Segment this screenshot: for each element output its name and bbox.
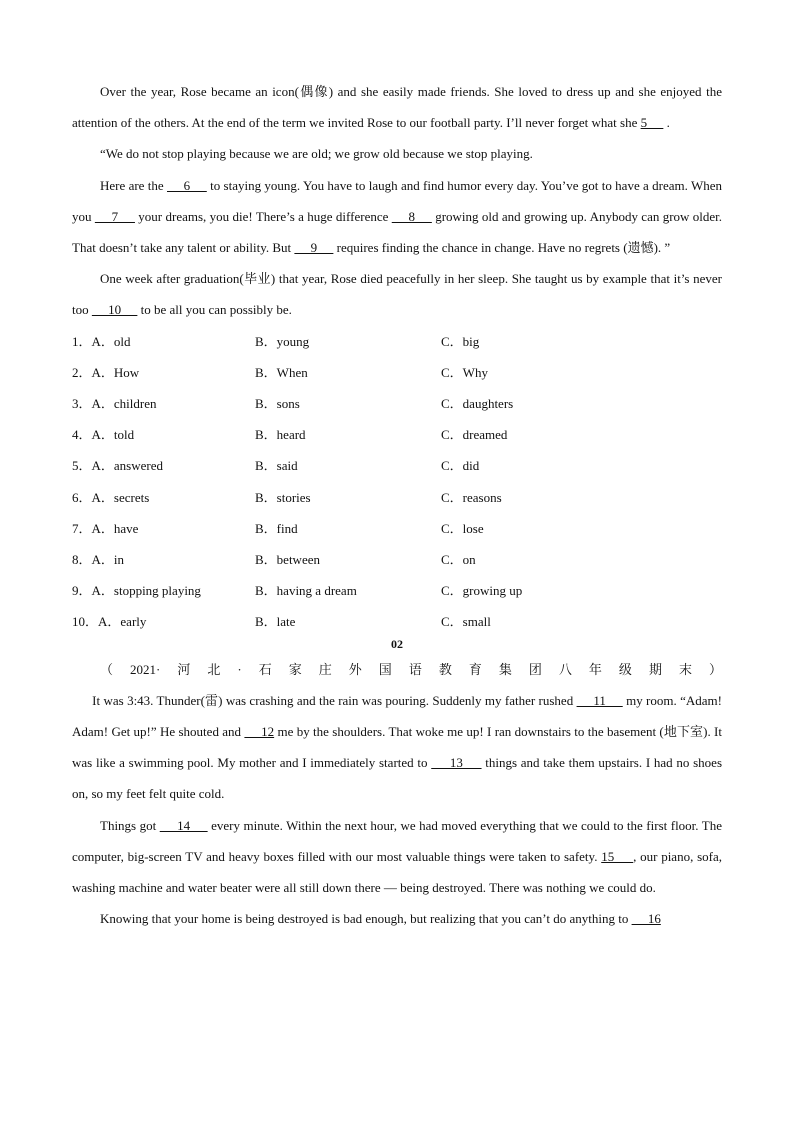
- option-text: A．in: [91, 551, 125, 567]
- option-a: [72, 482, 255, 513]
- blank-16: 16: [631, 911, 661, 927]
- blank-5: 5: [640, 115, 664, 131]
- option-b: B．young: [255, 333, 310, 349]
- option-text: A．How: [91, 364, 140, 380]
- option-c: C．small: [441, 614, 491, 630]
- text: to staying young. You have to laugh and find humor every day. You’ve got to have a dream. When you: [72, 177, 723, 224]
- blank-9: 9: [294, 240, 334, 256]
- option-a: [72, 606, 255, 637]
- option-text: A．early: [98, 614, 147, 630]
- text: growing old and growing up. Anybody can grow older. That doesn’t take any talent or ability. But: [72, 208, 723, 256]
- option-a: [72, 419, 255, 450]
- options-list: [72, 326, 722, 638]
- text: requires finding the chance in change. Have no regrets (遗憾). ”: [333, 240, 671, 256]
- option-row: [72, 357, 722, 388]
- option-a: [72, 357, 255, 388]
- question-number: 5．: [72, 458, 92, 474]
- option-c: C．dreamed: [441, 427, 508, 443]
- passage1-paragraph1: [72, 76, 722, 138]
- option-row: [72, 482, 722, 513]
- question-number: 2．: [72, 364, 92, 380]
- question-number: 3．: [72, 396, 92, 411]
- option-text: A．told: [91, 427, 135, 443]
- option-b: B．late: [255, 614, 296, 630]
- question-number: 1．: [72, 333, 92, 349]
- option-b: B．find: [255, 520, 298, 536]
- option-a: [72, 544, 255, 575]
- option-row: [72, 544, 722, 575]
- option-text: A．children: [91, 396, 157, 411]
- option-a: [72, 513, 255, 544]
- document-page: [72, 76, 722, 934]
- blank-10: 10: [91, 302, 138, 318]
- option-b: B．sons: [255, 396, 300, 411]
- source-note: （2021·河北·石家庄外国语教育集团八年级期末）: [100, 661, 722, 677]
- option-row: [72, 388, 722, 419]
- option-a: [72, 326, 255, 357]
- blank-13: 13: [431, 755, 482, 771]
- text: “We do not stop playing because we are old; we grow old because we stop playing.: [100, 146, 533, 162]
- blank-7: 7: [94, 208, 135, 224]
- text: me by the shoulders. That woke me up! I ran downstairs to the basement (地下室). It was like a swimming pool. My mother and I immediately started to: [72, 723, 722, 771]
- option-text: A．old: [91, 333, 131, 349]
- question-number: 4．: [72, 427, 92, 443]
- option-row: [72, 606, 722, 637]
- question-number: 10．: [72, 614, 99, 630]
- option-c: C．did: [441, 458, 480, 474]
- option-row: [72, 450, 722, 481]
- blank-14: 14: [159, 817, 208, 833]
- passage2-paragraph3: [72, 903, 722, 934]
- passage2-paragraph2: [72, 810, 722, 904]
- question-number: 6．: [72, 489, 92, 505]
- passage1-paragraph3: [72, 170, 722, 264]
- question-number: 7．: [72, 520, 92, 536]
- blank-6: 6: [167, 177, 207, 193]
- option-c: C．daughters: [441, 396, 514, 411]
- option-row: [72, 513, 722, 544]
- text: , our piano, sofa, washing machine and water beater were all still down there — being destroyed. There was nothing we could do.: [72, 848, 723, 895]
- option-row: [72, 575, 722, 606]
- text: your dreams, you die! There’s a huge difference: [134, 208, 392, 224]
- option-b: B．When: [255, 364, 308, 380]
- option-a: [72, 450, 255, 481]
- option-row: [72, 326, 722, 357]
- passage2-paragraph1: [72, 654, 722, 810]
- option-text: A．have: [91, 520, 139, 536]
- blank-12: 12: [244, 723, 275, 739]
- option-a: [72, 575, 255, 606]
- option-c: C．Why: [441, 364, 488, 380]
- option-a: [72, 388, 255, 419]
- option-b: B．said: [255, 458, 298, 474]
- text: my room. “Adam! Adam! Get up!” He shouted and: [72, 692, 722, 739]
- text: every minute. Within the next hour, we had moved everything that we could to the first floor. The computer, big-screen TV and heavy boxes filled with our most valuable things were taken to safety.: [72, 817, 723, 864]
- text: Here are the: [100, 177, 167, 193]
- text: things and take them upstairs. I had no shoes on, so my feet felt quite cold.: [72, 755, 722, 802]
- text: One week after graduation(毕业) that year, Rose died peacefully in her sleep. She taught us by example that it’s never too: [72, 271, 722, 318]
- blank-11: 11: [576, 692, 623, 708]
- section-number: 02: [391, 636, 403, 651]
- option-c: C．reasons: [441, 489, 502, 505]
- text: .: [663, 115, 670, 131]
- question-number: 8．: [72, 551, 92, 567]
- text: It was 3:43. Thunder(雷) was crashing and the rain was pouring. Suddenly my father rushed: [72, 692, 577, 708]
- blank-8: 8: [391, 208, 432, 224]
- option-b: B．having a dream: [255, 583, 357, 599]
- question-number: 9．: [72, 583, 92, 599]
- option-text: A．secrets: [91, 489, 150, 505]
- passage1-paragraph2: [72, 138, 722, 169]
- option-c: C．lose: [441, 520, 484, 536]
- passage1-paragraph4: [72, 263, 722, 325]
- option-text: A．stopping playing: [91, 583, 201, 599]
- option-c: C．on: [441, 551, 476, 567]
- option-c: C．big: [441, 333, 480, 349]
- blank-15: 15: [601, 848, 634, 864]
- text: Knowing that your home is being destroyed is bad enough, but realizing that you can’t do anything to: [100, 911, 632, 927]
- option-b: B．stories: [255, 489, 311, 505]
- text: Things got: [100, 817, 160, 833]
- option-row: [72, 419, 722, 450]
- option-c: C．growing up: [441, 583, 523, 599]
- option-b: B．between: [255, 551, 320, 567]
- text: Over the year, Rose became an icon(偶像) and she easily made friends. She loved to dress up and she enjoyed the attention of the others. At the end of the term we invited Rose to our football party. I’ll never forget what she: [72, 84, 722, 131]
- option-b: B．heard: [255, 427, 306, 443]
- option-text: A．answered: [91, 458, 163, 474]
- text: to be all you can possibly be.: [137, 302, 292, 318]
